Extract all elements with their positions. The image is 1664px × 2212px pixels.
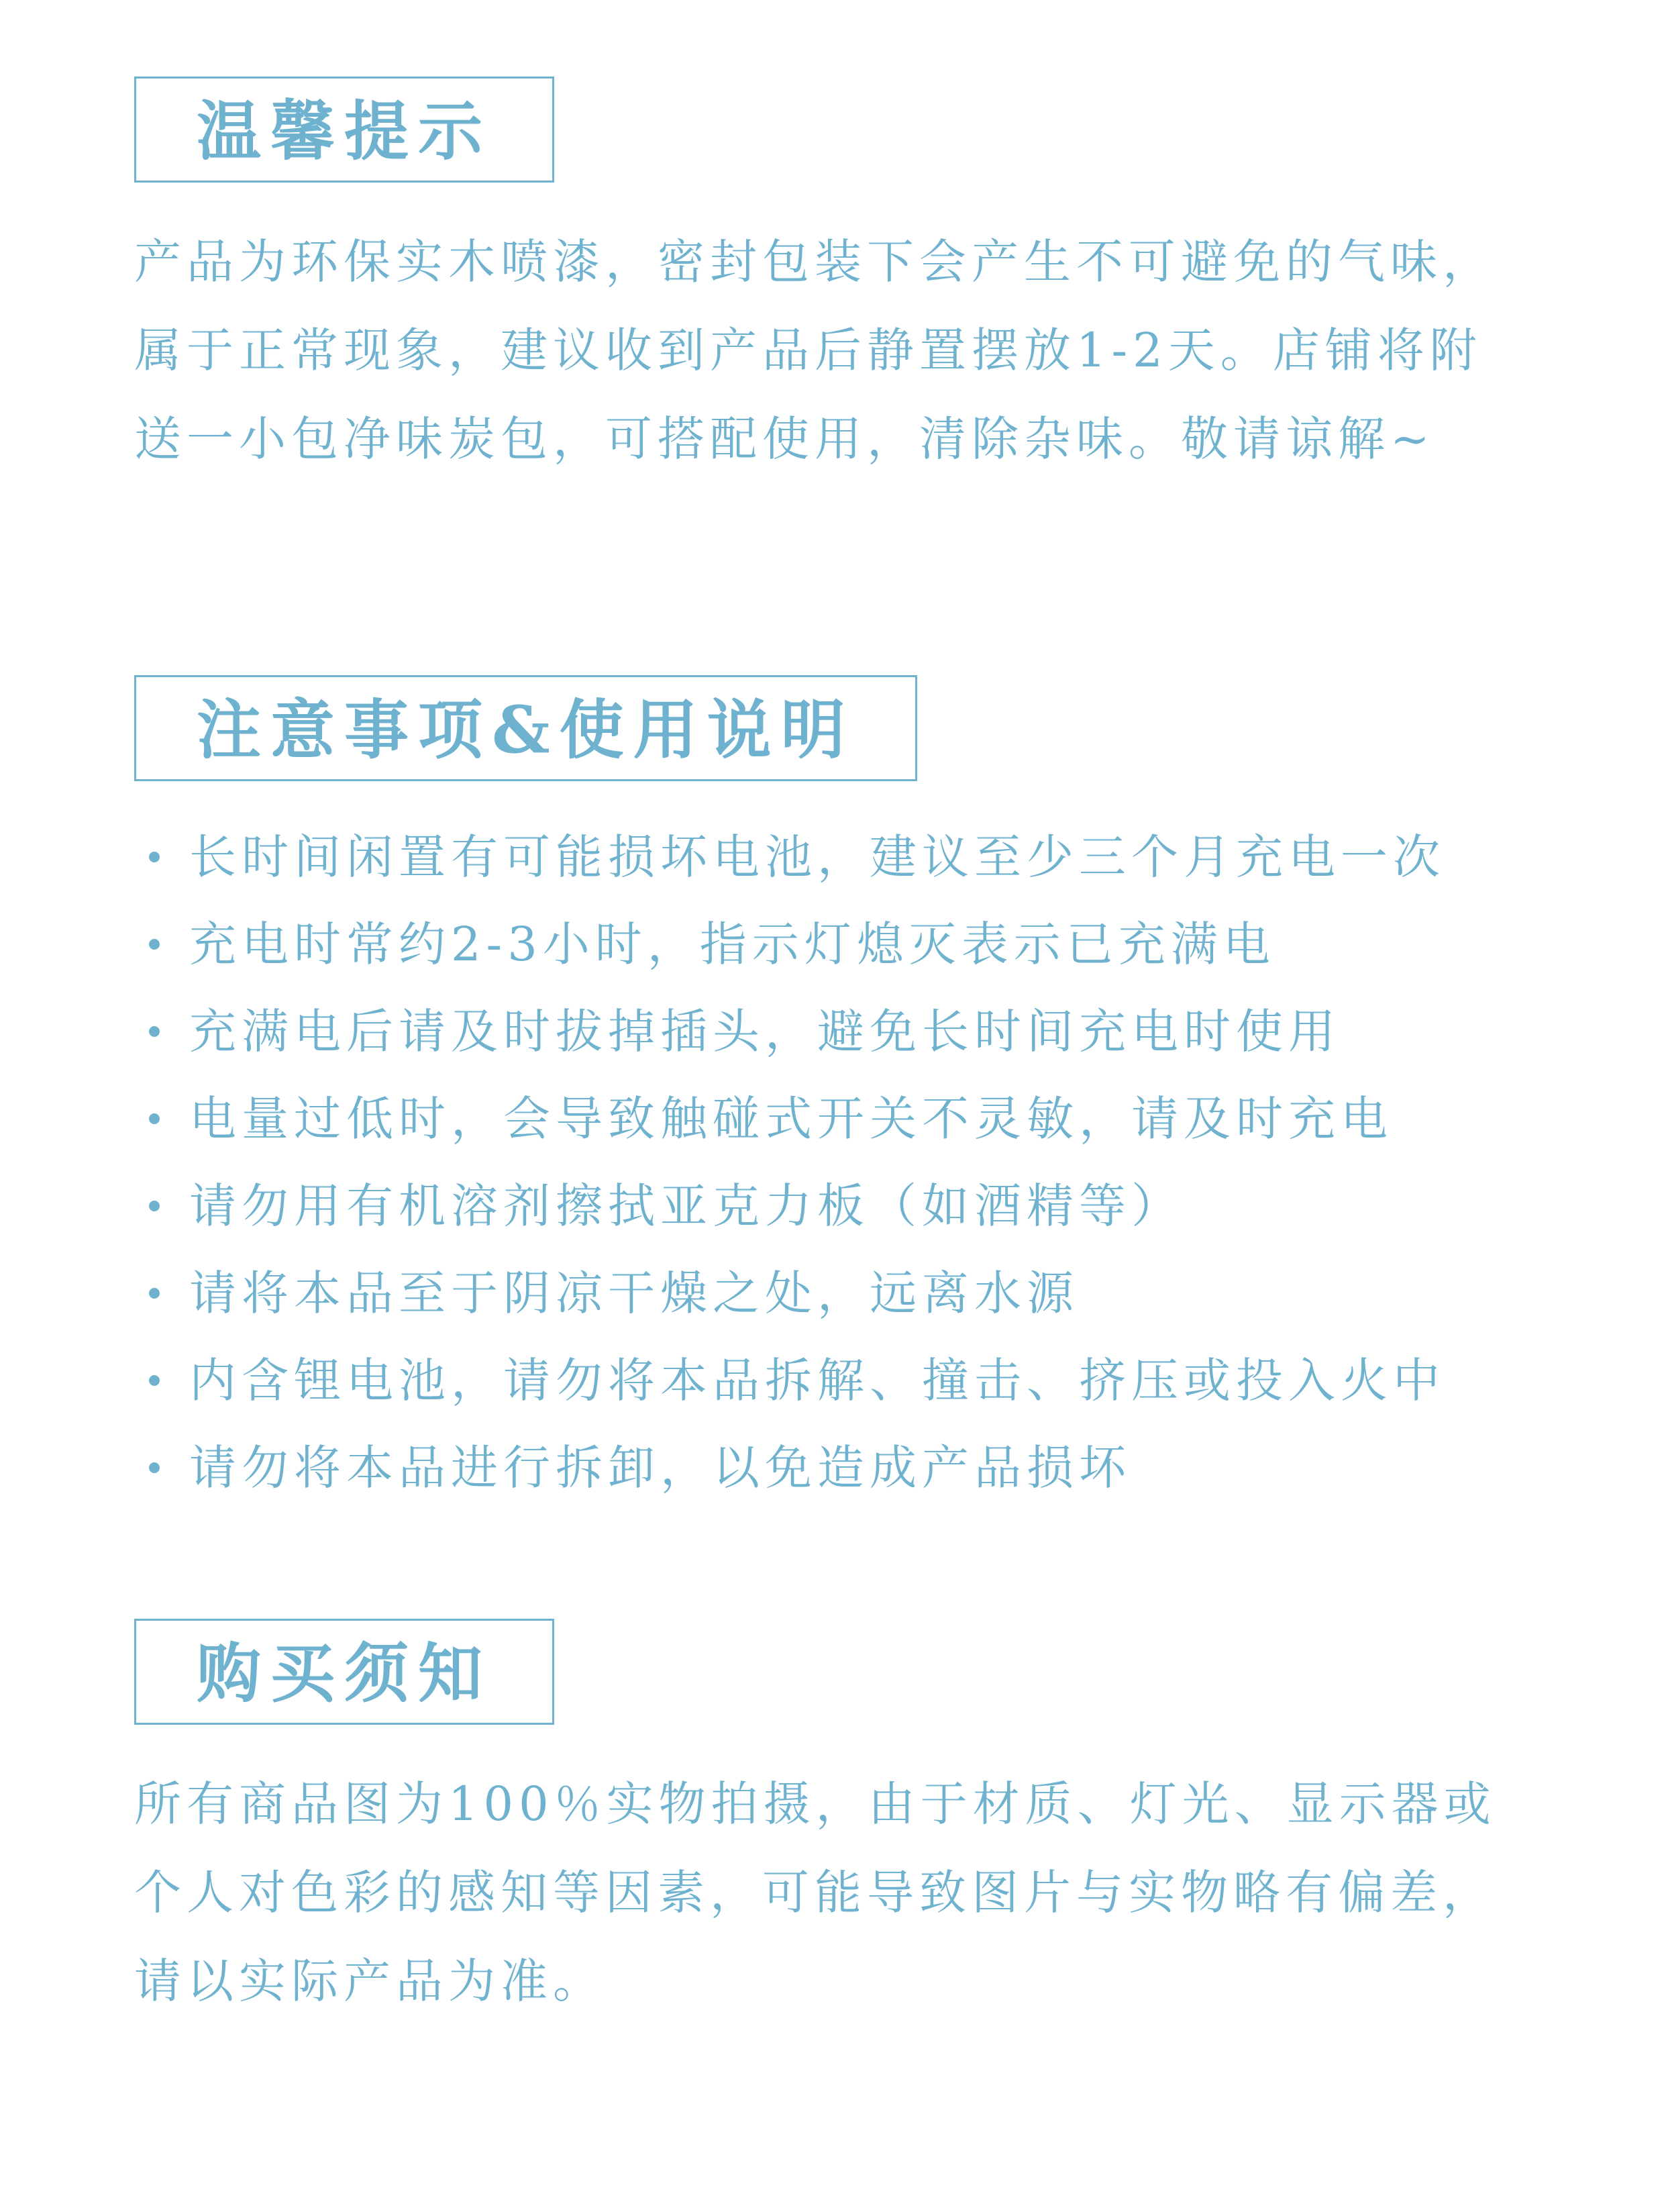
list-item xyxy=(134,988,1530,1075)
list-item-text: 充满电后请及时拔掉插头，避免长时间充电时使用 xyxy=(189,1004,1341,1059)
list-item xyxy=(134,1424,1530,1511)
list-item xyxy=(134,1337,1530,1424)
bullet-icon xyxy=(149,1201,160,1211)
list-item xyxy=(134,1250,1530,1337)
list-item xyxy=(134,901,1530,988)
bullet-icon xyxy=(149,1462,160,1473)
list-item-text: 请勿将本品进行拆卸，以免造成产品损坏 xyxy=(189,1440,1131,1495)
bullet-icon xyxy=(149,1026,160,1037)
section-notes-usage xyxy=(134,675,1530,1511)
list-item-text: 充电时常约2-3小时，指示灯熄灭表示已充满电 xyxy=(189,917,1276,972)
list-item-text: 内含锂电池，请勿将本品拆解、撞击、挤压或投入火中 xyxy=(189,1353,1445,1408)
list-item-text: 长时间闲置有可能损坏电池，建议至少三个月充电一次 xyxy=(189,830,1445,885)
bullet-icon xyxy=(149,852,160,862)
bullet-icon xyxy=(149,1113,160,1124)
list-item-text: 电量过低时，会导致触碰式开关不灵敏，请及时充电 xyxy=(189,1091,1393,1146)
list-item xyxy=(134,1162,1530,1250)
list-item-text: 请将本品至于阴凉干燥之处，远离水源 xyxy=(189,1266,1079,1321)
warm-tips-paragraph: 产品为环保实木喷漆，密封包装下会产生不可避免的气味，属于正常现象，建议收到产品后静置摆放1-2天。店铺将附送一小包净味炭包，可搭配使用，清除杂味。敬请谅解~ xyxy=(134,234,1495,466)
list-item xyxy=(134,813,1530,901)
bullet-icon xyxy=(149,1375,160,1386)
section-purchase-notice xyxy=(134,1619,1530,2025)
list-item-text: 请勿用有机溶剂擦拭亚克力板（如酒精等） xyxy=(189,1178,1184,1234)
section-title-notes-usage: 注意事项&使用说明 xyxy=(134,675,917,781)
bullet-icon xyxy=(149,1288,160,1299)
section-title-purchase-notice: 购买须知 xyxy=(134,1619,554,1725)
section-warm-tips xyxy=(134,77,1530,483)
section-title-warm-tips: 温馨提示 xyxy=(134,77,554,183)
bullet-icon xyxy=(149,939,160,950)
notes-list xyxy=(134,813,1530,1511)
purchase-notice-paragraph: 所有商品图为100％实物拍摄，由于材质、灯光、显示器或个人对色彩的感知等因素，可能导致图片与实物略有偏差，请以实际产品为准。 xyxy=(134,1776,1496,2009)
list-item xyxy=(134,1075,1530,1162)
